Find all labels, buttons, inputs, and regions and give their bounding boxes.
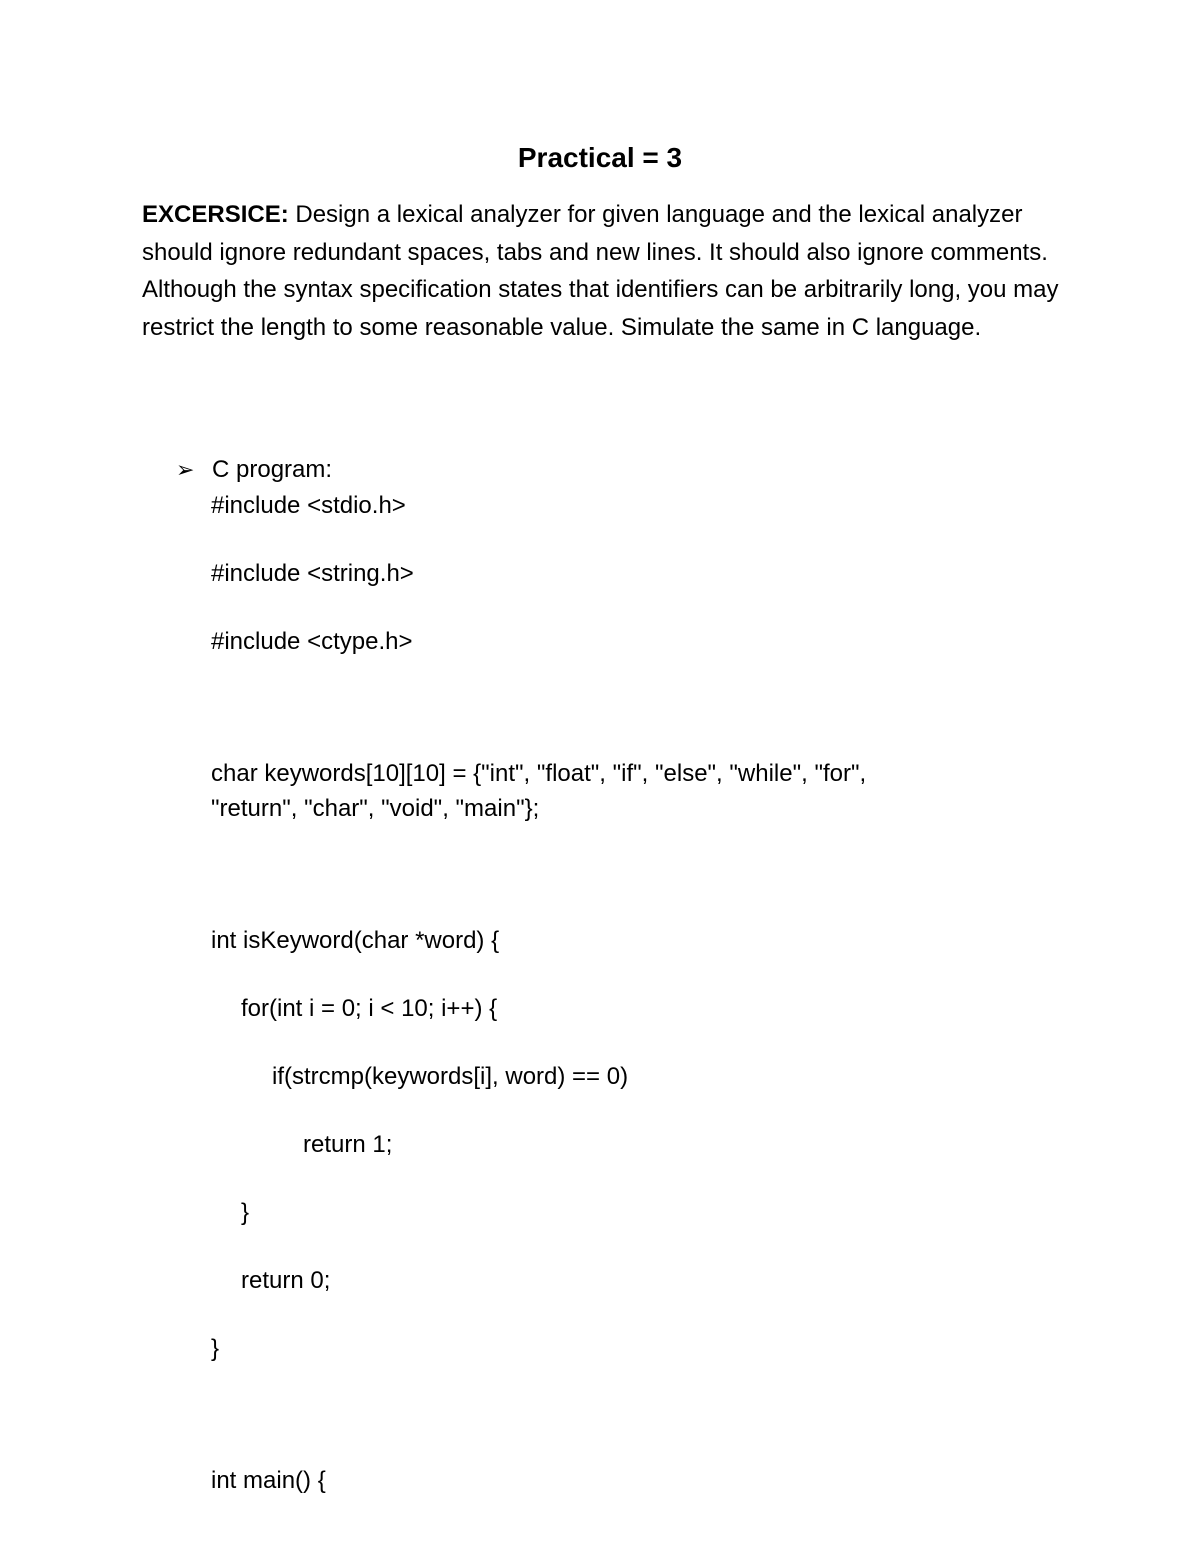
code-line-close-function: } bbox=[211, 1335, 220, 1362]
code-line-keywords-2: "return", "char", "void", "main"}; bbox=[211, 795, 540, 822]
code-line-return-1: return 1; bbox=[303, 1131, 393, 1158]
code-line-main-signature: int main() { bbox=[211, 1467, 326, 1494]
arrow-bullet-icon: ➢ bbox=[176, 457, 195, 482]
code-line-close-for: } bbox=[241, 1199, 250, 1226]
page-title: Practical = 3 bbox=[517, 142, 683, 173]
code-line-keywords-1: char keywords[10][10] = {"int", "float", "if", "else", "while", "for", bbox=[211, 760, 867, 787]
bullet-label: C program: bbox=[212, 456, 333, 483]
code-line-include-stdio: #include <stdio.h> bbox=[211, 492, 406, 519]
bullet-item bbox=[176, 452, 332, 488]
exercise-paragraph bbox=[142, 196, 1072, 346]
exercise-label: EXCERSICE: bbox=[142, 201, 289, 228]
code-line-if-strcmp: if(strcmp(keywords[i], word) == 0) bbox=[272, 1063, 629, 1090]
code-line-iskeyword-signature: int isKeyword(char *word) { bbox=[211, 927, 500, 954]
code-line-return-0: return 0; bbox=[241, 1267, 331, 1294]
code-line-for-loop: for(int i = 0; i < 10; i++) { bbox=[241, 995, 498, 1022]
exercise-text: Design a lexical analyzer for given language and the lexical analyzer should ignore redundant spaces, tabs and new lines. It should also ignore comments. Although the syntax specification states that identifiers can be arbitrarily long, you may restrict the length to some reasonable value. Simulate the same in C language. bbox=[142, 201, 1059, 341]
code-line-include-string: #include <string.h> bbox=[211, 560, 414, 587]
code-line-include-ctype: #include <ctype.h> bbox=[211, 628, 413, 655]
